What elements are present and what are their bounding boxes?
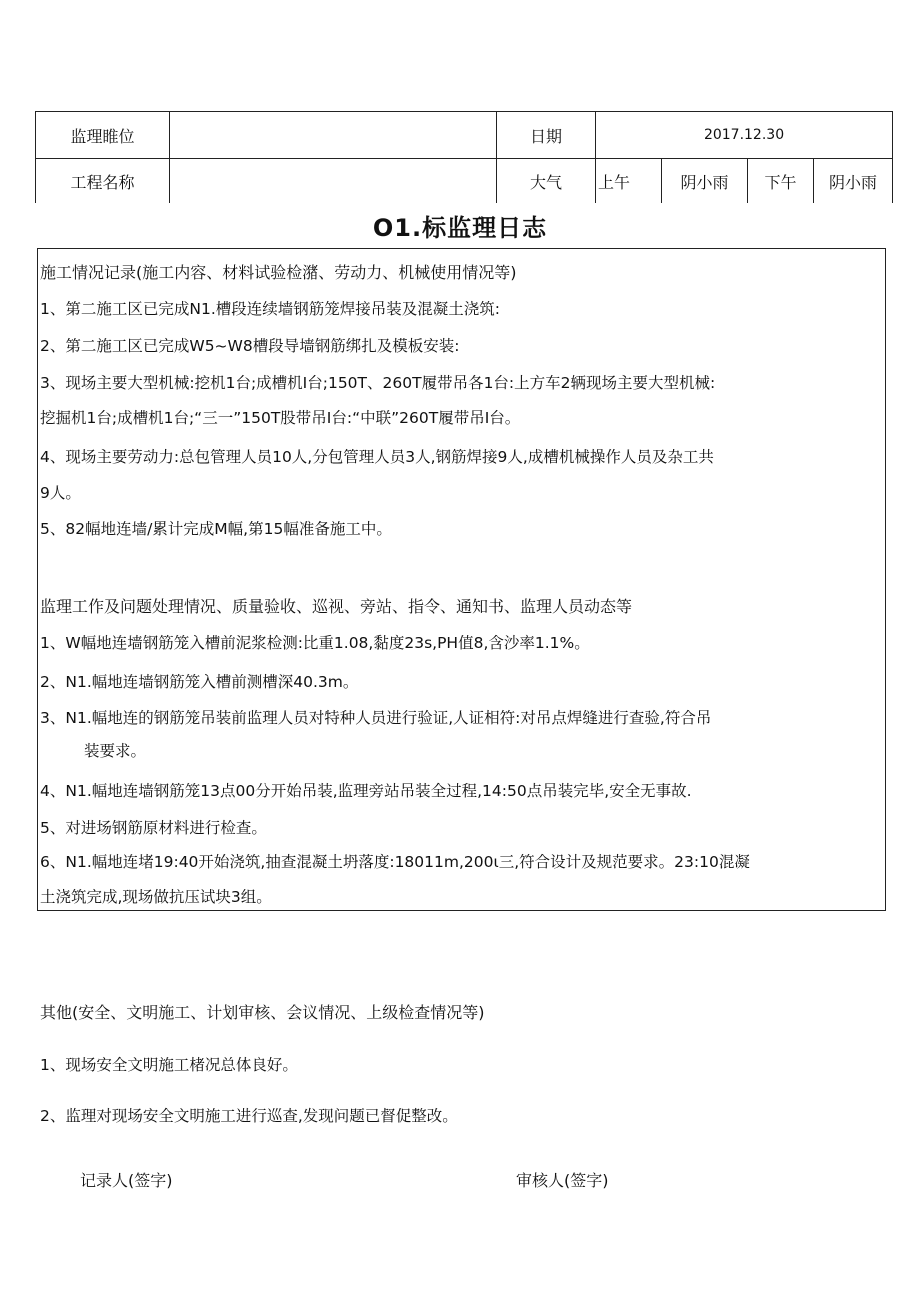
project-name-label: 工程名称 (36, 159, 170, 204)
supervision-item: 4、N1.幅地连墙钢筋笼13点00分开始吊装,监理旁站吊装全过程,14:50点吊装完毕,安全无事故. (40, 782, 692, 800)
construction-item: 1、第二施工区已完成N1.槽段连续墙钢筋笼焊接吊装及混凝土浇筑: (40, 300, 500, 318)
reviewer-signature-label: 审核人(签字) (516, 1171, 609, 1190)
other-heading: 其他(安全、文明施工、计划审核、会议情况、上级检查情况等) (40, 1003, 485, 1022)
weather-label: 大气 (497, 159, 596, 204)
other-item: 2、监理对现场安全文明施工进行巡查,发现问题已督促整改。 (40, 1107, 458, 1125)
supervision-unit-value (170, 112, 497, 159)
supervision-item: 装要求。 (84, 742, 147, 760)
supervision-item: 3、N1.幅地连的钢筋笼吊装前监理人员对特种人员进行验证,人证相符:对吊点焊缝进行查验,符合吊 (40, 709, 712, 727)
pm-weather: 阴小雨 (814, 159, 893, 204)
am-weather: 阴小雨 (662, 159, 748, 204)
construction-item: 2、第二施工区已完成W5~W8槽段导墙钢筋绑扎及模板安装: (40, 337, 460, 355)
page-title: O1.标监理日志 (372, 214, 548, 242)
construction-item: 挖掘机1台;成槽机1台;“三一”150T股带吊I台:“中联”260T履带吊I台。 (40, 409, 521, 427)
date-label: 日期 (497, 112, 596, 159)
recorder-signature-label: 记录人(签字) (80, 1171, 173, 1190)
other-item: 1、现场安全文明施工楮况总体良好。 (40, 1056, 298, 1074)
construction-item: 3、现场主要大型机械:挖机1台;成槽机I台;150T、260T履带吊各1台:上方车2辆现场主要大型机械: (40, 374, 716, 392)
pm-label: 下午 (748, 159, 814, 204)
construction-item: 9人。 (40, 484, 81, 502)
construction-item: 4、现场主要劳动力:总包管理人员10人,分包管理人员3人,钢筋焊接9人,成槽机械操作人员及杂工共 (40, 448, 714, 466)
date-value: 2017.12.30 (596, 112, 893, 159)
supervision-item: 土浇筑完成,现场做抗压试块3组。 (40, 888, 272, 906)
header-table (35, 111, 893, 203)
supervision-heading: 监理工作及问题处理情况、质量验收、巡视、旁站、指令、通知书、监理人员动态等 (40, 597, 633, 616)
supervision-item: 5、对进场钢筋原材料进行检查。 (40, 819, 267, 837)
am-label: 上午 (596, 159, 662, 204)
construction-heading: 施工情况记录(施工内容、材料试验检潴、劳动力、机械使用情况等) (40, 263, 517, 282)
supervision-item: 1、W幅地连墙钢筋笼入槽前泥浆检测:比重1.08,黏度23s,PH值8,含沙率1.1%。 (40, 634, 590, 652)
supervision-unit-label: 监理睢位 (36, 112, 170, 159)
project-name-value (170, 159, 497, 204)
supervision-item: 2、N1.幅地连墙钢筋笼入槽前测槽深40.3m。 (40, 673, 359, 691)
supervision-item: 6、N1.幅地连堵19:40开始浇筑,抽查混凝土坍落度:18011m,200ι三,符合设计及规范要求。23:10混凝 (40, 853, 750, 871)
construction-item: 5、82幅地连墙/累计完成M幅,第15幅准备施工中。 (40, 520, 392, 538)
